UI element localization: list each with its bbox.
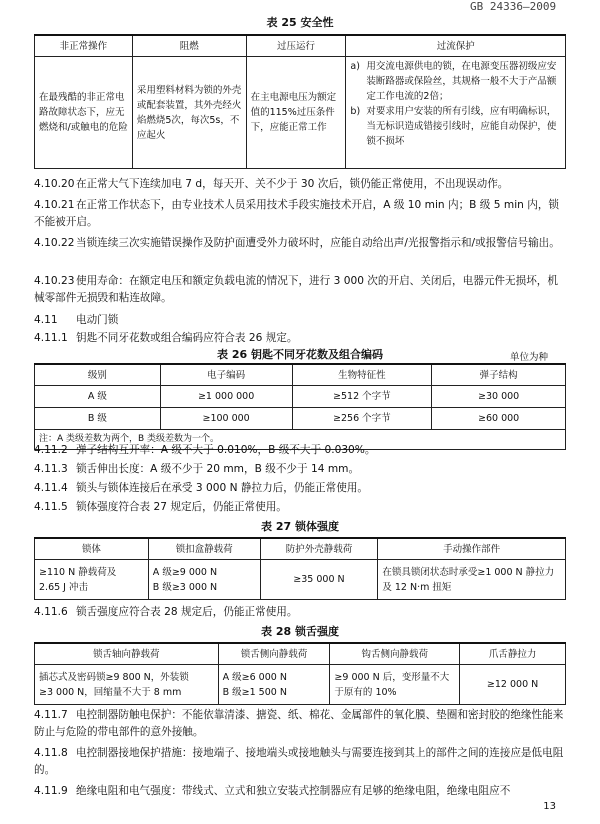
cell-line: ≥3 000 N，回缩量不大于 8 mm <box>39 686 182 698</box>
table-27-cell: ≥35 000 N <box>260 560 378 600</box>
clause-text: 电控制器防触电保护：不能依靠清漆、搪瓷、纸、棉花、金属部件的氧化膜、垫圈和密封胶的绝缘性能来防止与危险的带电部件的意外接触。 <box>34 709 564 738</box>
table-25-cell: 采用塑料材料为锁的外壳或配套装置，其外壳经火焰燃烧5次，每次5s，不应起火 <box>132 57 246 169</box>
table-25-caption: 表 25 安全性 <box>266 16 334 29</box>
table-28-cell <box>218 665 330 705</box>
list-marker: a) <box>350 61 360 72</box>
cell-line: B 级≥3 000 N <box>152 581 218 593</box>
clause-text: 在正常大气下连续加电 7 d，每天开、关不少于 30 次后，锁仍能正常使用，不出现误动作。 <box>76 178 509 190</box>
paragraph-4-11-2 <box>34 442 566 459</box>
clause-text: 使用寿命：在额定电压和额定负载电流的情况下，进行 3 000 次的开启、关闭后，电器元件无损坏，机械零部件无损毁和粘连故障。 <box>34 275 558 304</box>
cell-line: A 级≥6 000 N <box>222 671 287 683</box>
clause-text: 当锁连续三次实施错误操作及防护面遭受外力破坏时，应能自动给出声/光报警指示和/或报警信号输出。 <box>76 237 560 249</box>
list-marker: b) <box>350 106 361 117</box>
table-28-caption: 表 28 锁舌强度 <box>261 625 339 638</box>
clause-text: 绝缘电阻和电气强度：带线式、立式和独立安装式控制器应有足够的绝缘电阻，绝缘电阻应不 <box>76 785 511 797</box>
table-26-cell: ≥256 个字节 <box>292 408 432 430</box>
table-27-header: 防护外壳静载荷 <box>260 538 378 560</box>
paragraph-4-11-8 <box>34 745 566 779</box>
clause-text: 弹子结构互开率：A 级不大于 0.010%，B 级不大于 0.030%。 <box>76 444 376 456</box>
table-26-header: 弹子结构 <box>432 364 566 386</box>
table-26-unit: 单位为种 <box>510 352 549 363</box>
paragraph-4-11-7 <box>34 707 566 741</box>
clause-text: 锁头与锁体连接后在承受 3 000 N 静拉力后，仍能正常使用。 <box>76 482 369 494</box>
table-27-cell <box>35 560 149 600</box>
table-28-cell: ≥9 000 N 后，变形量不大于原有的 10% <box>330 665 460 705</box>
table-28-cell <box>35 665 219 705</box>
list-text: 用交流电源供电的锁，在电源变压器初级应安装断路器或保险丝，其规格一般不大于产品额定工作电流的2倍； <box>366 61 557 102</box>
clause-number: 4.11.1 <box>34 332 68 344</box>
paragraph-4-10-23 <box>34 273 566 307</box>
table-25-header: 过压运行 <box>246 35 346 57</box>
table-25-header: 过流保护 <box>346 35 566 57</box>
cell-line: ≥110 N 静载荷及 <box>39 566 117 578</box>
table-26-cell: ≥512 个字节 <box>292 386 432 408</box>
table-27-cell: 在锁具锁闭状态时承受≥1 000 N 静拉力及 12 N·m 扭矩 <box>378 560 566 600</box>
table-28-header: 锁舌侧向静载荷 <box>218 643 330 665</box>
table-26-cell: B 级 <box>35 408 161 430</box>
list-text: 对要求用户安装的所有引线，应有明确标识，当无标识造成错接引线时，应能自动保护，使锁不损坏 <box>366 106 557 147</box>
table-28 <box>34 642 566 705</box>
clause-number: 4.10.20 <box>34 178 75 190</box>
paragraph-4-11-5 <box>34 499 566 516</box>
table-25-header: 非正常操作 <box>35 35 133 57</box>
clause-number: 4.11.7 <box>34 709 68 721</box>
clause-text: 在正常工作状态下，由专业技术人员采用技术手段实施技术开启，A 级 10 min 内；B 级 5 min 内，锁不能被开启。 <box>34 199 560 228</box>
clause-text: 锁舌伸出长度：A 级不少于 20 mm，B 级不少于 14 mm。 <box>76 463 360 475</box>
table-25 <box>34 34 566 169</box>
table-27-caption: 表 27 锁体强度 <box>261 520 339 533</box>
table-25-header: 阻燃 <box>132 35 246 57</box>
table-27-header: 锁体 <box>35 538 149 560</box>
clause-number: 4.11.3 <box>34 463 68 475</box>
table-25-cell: 在最残酷的非正常电路故障状态下，应无燃烧和/或触电的危险 <box>35 57 133 169</box>
table-28-header: 锁舌轴向静载荷 <box>35 643 219 665</box>
table-26-note: 注：A 类级差数为两个，B 类级差数为一个。 <box>35 430 566 450</box>
table-27-header: 手动操作部件 <box>378 538 566 560</box>
table-26-cell: ≥60 000 <box>432 408 566 430</box>
clause-number: 4.11.2 <box>34 444 68 456</box>
clause-number: 4.10.23 <box>34 275 75 287</box>
cell-line: 2.65 J 冲击 <box>39 581 88 593</box>
table-28-header: 爪舌静拉力 <box>460 643 566 665</box>
clause-number: 4.11.4 <box>34 482 68 494</box>
cell-line: 插芯式及密码锁≥9 800 N，外装锁 <box>39 671 189 683</box>
table-26-caption: 表 26 钥匙不同牙花数及组合编码 <box>217 348 383 361</box>
clause-text: 电控制器接地保护措施：接地端子、接地端头或接地触头与需要连接到其上的部件之间的连接应是低电阻的。 <box>34 747 564 776</box>
clause-number: 4.10.22 <box>34 237 75 249</box>
paragraph-4-11-1 <box>34 330 566 347</box>
table-26-header: 生物特征性 <box>292 364 432 386</box>
paragraph-4-10-20 <box>34 176 566 193</box>
table-27 <box>34 537 566 600</box>
clause-text: 锁舌强度应符合表 28 规定后，仍能正常使用。 <box>76 606 298 618</box>
clause-number: 4.11.5 <box>34 501 68 513</box>
cell-line: A 级≥9 000 N <box>152 566 218 578</box>
table-26 <box>34 363 566 450</box>
table-25-cell <box>346 57 566 169</box>
standard-header: GB 24336—2009 <box>470 0 557 13</box>
table-26-header: 级别 <box>35 364 161 386</box>
paragraph-4-11-9 <box>34 783 566 800</box>
table-27-header: 锁扣盒静载荷 <box>148 538 260 560</box>
table-26-header: 电子编码 <box>160 364 292 386</box>
table-26-cell: ≥100 000 <box>160 408 292 430</box>
section-title: 电动门锁 <box>76 314 119 326</box>
table-26-cell: A 级 <box>35 386 161 408</box>
clause-number: 4.11.9 <box>34 785 68 797</box>
cell-line: B 级≥1 500 N <box>222 686 287 698</box>
paragraph-4-11-3 <box>34 461 566 478</box>
clause-text: 钥匙不同牙花数或组合编码应符合表 26 规定。 <box>76 332 298 344</box>
clause-number: 4.11.8 <box>34 747 68 759</box>
clause-text: 锁体强度符合表 27 规定后，仍能正常使用。 <box>76 501 287 513</box>
paragraph-4-11-4 <box>34 480 566 497</box>
table-25-cell: 在主电源电压为额定值的115%过压条件下，应能正常工作 <box>246 57 346 169</box>
paragraph-4-10-21 <box>34 197 566 231</box>
clause-number: 4.10.21 <box>34 199 75 211</box>
page-number: 13 <box>543 801 556 812</box>
paragraph-4-10-22 <box>34 235 566 252</box>
table-26-cell: ≥1 000 000 <box>160 386 292 408</box>
table-28-header: 钩舌侧向静载荷 <box>330 643 460 665</box>
table-27-cell <box>148 560 260 600</box>
section-4-11 <box>34 312 118 327</box>
section-number: 4.11 <box>34 314 58 326</box>
clause-number: 4.11.6 <box>34 606 68 618</box>
table-28-cell: ≥12 000 N <box>460 665 566 705</box>
table-26-cell: ≥30 000 <box>432 386 566 408</box>
paragraph-4-11-6 <box>34 604 566 621</box>
